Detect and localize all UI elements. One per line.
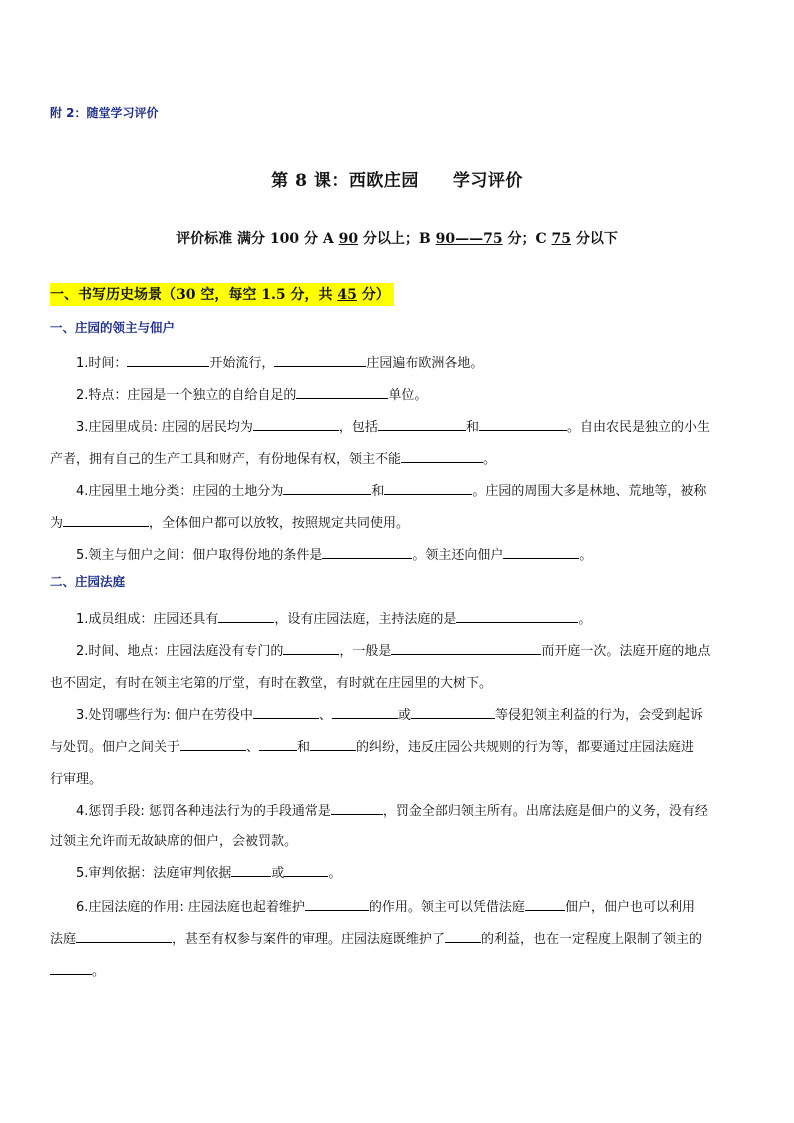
text: 、 bbox=[246, 740, 260, 755]
answer-blank[interactable] bbox=[310, 737, 356, 751]
text: 2.时间、地点：庄园法庭没有专门的 bbox=[76, 644, 284, 659]
question-1-3 bbox=[76, 416, 710, 435]
grade-b-range: 90——75 bbox=[435, 231, 503, 247]
question-2-6 bbox=[76, 896, 695, 915]
question-2-2-cont bbox=[50, 672, 492, 691]
question-2-1 bbox=[76, 608, 591, 627]
text: ，设有庄园法庭，主持法庭的是 bbox=[274, 612, 457, 627]
answer-blank[interactable] bbox=[479, 417, 567, 431]
grade-c-score: 75 bbox=[551, 231, 571, 247]
question-2-3-cont bbox=[50, 736, 694, 755]
answer-blank[interactable] bbox=[231, 863, 271, 877]
question-1-1 bbox=[76, 352, 483, 371]
text: 。 bbox=[328, 866, 342, 881]
title-lesson: 第 8 课：西欧庄园 bbox=[271, 171, 419, 191]
text: 为 bbox=[50, 516, 64, 531]
text: 。庄园的周围大多是林地、荒地等，被称 bbox=[472, 484, 707, 499]
text: 4.庄园里土地分类：庄园的土地分为 bbox=[76, 484, 284, 499]
question-1-2 bbox=[76, 384, 427, 403]
text: 佃户，佃户也可以利用 bbox=[564, 900, 695, 915]
appendix-label: 附 2：随堂学习评价 bbox=[50, 106, 159, 120]
text: 2.特点：庄园是一个独立的自给自足的 bbox=[76, 388, 297, 403]
text: ，包括 bbox=[338, 420, 378, 435]
answer-blank[interactable] bbox=[445, 929, 481, 943]
answer-blank[interactable] bbox=[284, 863, 328, 877]
text: 。 bbox=[483, 452, 497, 467]
answer-blank[interactable] bbox=[503, 545, 579, 559]
title-evaluation: 学习评价 bbox=[452, 171, 523, 191]
answer-blank[interactable] bbox=[391, 641, 541, 655]
question-2-6-cont2 bbox=[50, 960, 105, 979]
section-heading-prefix: 一、书写历史场景（30 空，每空 1.5 分，共 bbox=[50, 287, 338, 303]
text: 庄园遍布欧洲各地。 bbox=[366, 356, 484, 371]
text: 也不固定，有时在领主宅第的厅堂，有时在教堂，有时就在庄园里的大树下。 bbox=[50, 676, 493, 691]
answer-blank[interactable] bbox=[218, 609, 274, 623]
answer-blank[interactable] bbox=[50, 961, 92, 975]
text: 1.时间： bbox=[76, 356, 128, 371]
text: 行审理。 bbox=[50, 772, 103, 787]
text: 。 bbox=[578, 612, 592, 627]
text: ，罚金全部归领主所有。出席法庭是佃户的义务，没有经 bbox=[382, 804, 708, 819]
question-1-5 bbox=[76, 544, 592, 563]
text: 的纠纷，违反庄园公共规则的行为等，都要通过庄园法庭进 bbox=[356, 740, 695, 755]
criteria-a-suffix: 分以上；B bbox=[358, 231, 436, 247]
section-heading bbox=[50, 283, 394, 306]
answer-blank[interactable] bbox=[332, 705, 398, 719]
grade-a-score: 90 bbox=[338, 231, 359, 247]
text: 的作用。领主可以凭借法庭 bbox=[368, 900, 525, 915]
answer-blank[interactable] bbox=[283, 481, 371, 495]
text: 6.庄园法庭的作用: 庄园法庭也起着维护 bbox=[76, 900, 305, 915]
text: 3.庄园里成员: 庄园的居民均为 bbox=[76, 420, 253, 435]
text: 3.处罚哪些行为: 佃户在劳役中 bbox=[76, 708, 253, 723]
answer-blank[interactable] bbox=[253, 417, 339, 431]
text: 和 bbox=[371, 484, 385, 499]
text: 。领主还向佃户 bbox=[412, 548, 504, 563]
question-2-3 bbox=[76, 704, 703, 723]
text: 开始流行， bbox=[209, 356, 275, 371]
question-1-4-cont bbox=[50, 512, 409, 531]
answer-blank[interactable] bbox=[296, 385, 388, 399]
answer-blank[interactable] bbox=[401, 449, 483, 463]
answer-blank[interactable] bbox=[378, 417, 466, 431]
criteria-b-suffix: 分；C bbox=[502, 231, 552, 247]
evaluation-criteria bbox=[0, 228, 794, 248]
answer-blank[interactable] bbox=[283, 641, 339, 655]
text: 。 bbox=[579, 548, 593, 563]
question-2-4 bbox=[76, 800, 708, 819]
subheading-lord-tenant: 一、庄园的领主与佃户 bbox=[50, 320, 176, 335]
question-2-5 bbox=[76, 862, 341, 881]
text: 单位。 bbox=[388, 388, 428, 403]
text: 过领主允许而无故缺席的佃户，会被罚款。 bbox=[50, 834, 298, 849]
answer-blank[interactable] bbox=[127, 353, 209, 367]
text: 而开庭一次。法庭开庭的地点 bbox=[541, 644, 711, 659]
subheading-manor-court: 二、庄园法庭 bbox=[50, 574, 126, 589]
section-heading-suffix: 分） bbox=[356, 287, 390, 303]
text: 等侵犯领主利益的行为，会受到起诉 bbox=[494, 708, 703, 723]
answer-blank[interactable] bbox=[180, 737, 246, 751]
text: 产者，拥有自己的生产工具和财产，有份地保有权，领主不能 bbox=[50, 452, 402, 467]
answer-blank[interactable] bbox=[63, 513, 149, 527]
text: 、 bbox=[318, 708, 332, 723]
text: 的利益，也在一定程度上限制了领主的 bbox=[481, 932, 703, 947]
text: 和 bbox=[297, 740, 311, 755]
answer-blank[interactable] bbox=[331, 801, 383, 815]
section-total-score: 45 bbox=[337, 287, 357, 303]
question-1-4 bbox=[76, 480, 706, 499]
text: 4.惩罚手段: 惩罚各种违法行为的手段通常是 bbox=[76, 804, 331, 819]
text: 。自由农民是独立的小生 bbox=[566, 420, 710, 435]
text: ，甚至有权参与案件的审理。庄园法庭既维护了 bbox=[172, 932, 446, 947]
question-2-3-cont2 bbox=[50, 768, 102, 787]
answer-blank[interactable] bbox=[384, 481, 472, 495]
answer-blank[interactable] bbox=[305, 897, 369, 911]
question-2-2 bbox=[76, 640, 710, 659]
text: 或 bbox=[271, 866, 285, 881]
text: ，全体佃户都可以放牧，按照规定共同使用。 bbox=[149, 516, 410, 531]
text: 或 bbox=[397, 708, 411, 723]
criteria-prefix: 评价标准 满分 100 分 A bbox=[176, 231, 339, 247]
page-title bbox=[0, 166, 794, 191]
question-2-6-cont bbox=[50, 928, 702, 947]
answer-blank[interactable] bbox=[259, 737, 297, 751]
text: 5.审判依据：法庭审判依据 bbox=[76, 866, 232, 881]
text: ，一般是 bbox=[339, 644, 392, 659]
answer-blank[interactable] bbox=[525, 897, 565, 911]
text: 与处罚。佃户之间关于 bbox=[50, 740, 181, 755]
text: 5.领主与佃户之间：佃户取得份地的条件是 bbox=[76, 548, 323, 563]
question-2-4-cont bbox=[50, 830, 297, 849]
criteria-c-suffix: 分以下 bbox=[571, 231, 618, 247]
text: 和 bbox=[465, 420, 479, 435]
text: 1.成员组成：庄园还具有 bbox=[76, 612, 219, 627]
answer-blank[interactable] bbox=[411, 705, 495, 719]
answer-blank[interactable] bbox=[274, 353, 366, 367]
text: 。 bbox=[92, 964, 106, 979]
answer-blank[interactable] bbox=[322, 545, 412, 559]
text: 法庭 bbox=[50, 932, 77, 947]
answer-blank[interactable] bbox=[76, 929, 172, 943]
answer-blank[interactable] bbox=[456, 609, 578, 623]
question-1-3-cont bbox=[50, 448, 496, 467]
answer-blank[interactable] bbox=[253, 705, 319, 719]
